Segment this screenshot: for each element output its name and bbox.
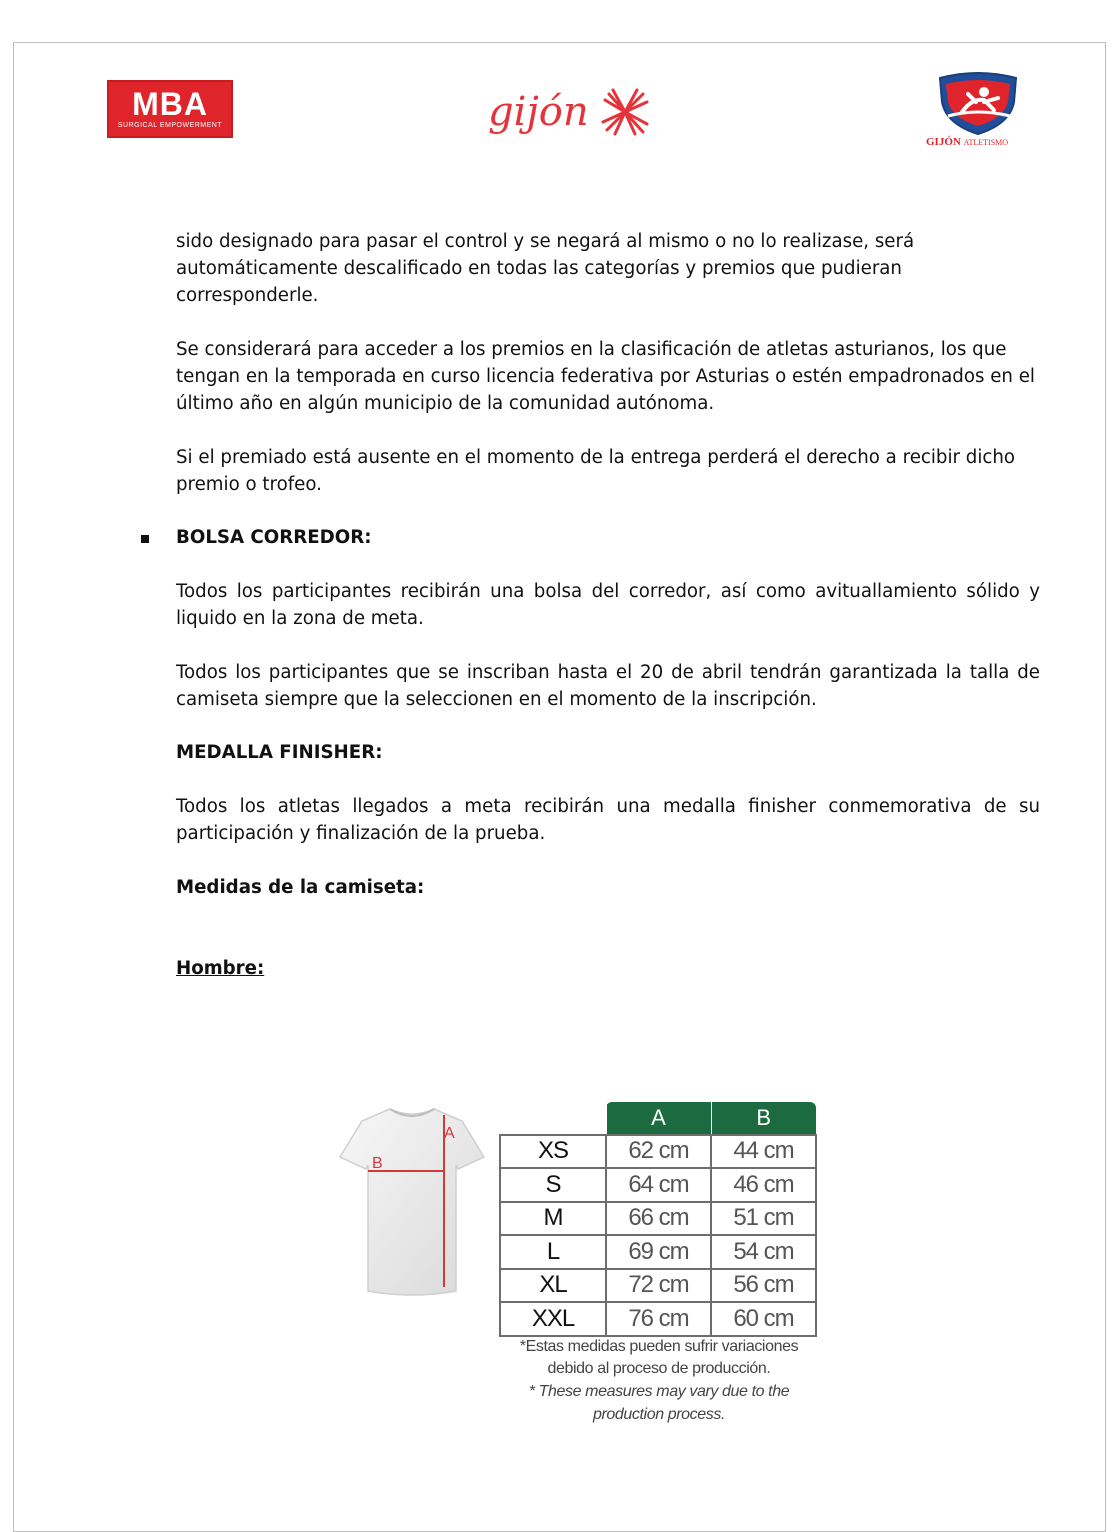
paragraph-asturianos: Se considerará para acceder a los premios en la clasificación de atletas asturianos, los que tengan en la temporada en curso licencia federativa por Asturias o estén empadronados en el último año en algún municipio de la comunidad autónoma. xyxy=(176,339,1035,414)
atletismo-shield-icon xyxy=(932,72,1024,136)
table-row xyxy=(500,1235,816,1269)
gijon-logo xyxy=(488,82,651,142)
size-table-header xyxy=(500,1102,816,1135)
atletismo-logo-text: GIJÓN xyxy=(926,136,961,148)
shirt-label-a: A xyxy=(444,1125,455,1142)
mba-logo-subtext: SURGICAL EMPOWERMENT xyxy=(117,122,223,129)
tshirt-icon xyxy=(332,1105,492,1300)
measure-b-cell: 46 cm xyxy=(711,1168,816,1202)
measure-b-cell: 51 cm xyxy=(711,1202,816,1236)
table-row xyxy=(500,1302,816,1336)
measure-b-cell: 60 cm xyxy=(711,1302,816,1336)
gijon-logo-text: gijón xyxy=(488,89,589,135)
size-cell: L xyxy=(500,1235,606,1269)
atletismo-logo-subtext: ATLETISMO xyxy=(963,138,1009,147)
size-note-en-2: production process. xyxy=(592,1406,726,1423)
size-cell: XXL xyxy=(500,1302,606,1336)
mba-logo-text: MBA xyxy=(132,86,208,122)
size-note-es-1: *Estas medidas pueden sufrir variaciones xyxy=(519,1338,799,1355)
table-row xyxy=(500,1135,816,1169)
paragraph-medalla: Todos los atletas llegados a meta recibirán una medalla finisher conmemorativa de su participación y finalización de la prueba. xyxy=(176,796,1040,844)
size-table-header-a: A xyxy=(606,1102,711,1135)
gijon-atletismo-logo xyxy=(924,72,1030,154)
measure-a-cell: 66 cm xyxy=(606,1202,711,1236)
measure-b-cell: 54 cm xyxy=(711,1235,816,1269)
measure-a-cell: 64 cm xyxy=(606,1168,711,1202)
shirt-label-b: B xyxy=(372,1155,383,1172)
size-table-corner xyxy=(500,1102,606,1135)
paragraph-bolsa: Todos los participantes recibirán una bolsa del corredor, así como avituallamiento sólido y liquido en la zona de meta. xyxy=(176,581,1040,629)
gijon-cross-icon xyxy=(599,86,651,138)
measure-a-cell: 76 cm xyxy=(606,1302,711,1336)
heading-hombre: Hombre: xyxy=(176,958,265,979)
heading-medidas-camiseta: Medidas de la camiseta: xyxy=(176,877,425,898)
measure-a-cell: 69 cm xyxy=(606,1235,711,1269)
measure-a-cell: 62 cm xyxy=(606,1135,711,1169)
size-cell: S xyxy=(500,1168,606,1202)
heading-medalla-finisher: MEDALLA FINISHER: xyxy=(176,742,383,763)
mba-logo xyxy=(107,80,233,138)
measure-b-cell: 44 cm xyxy=(711,1135,816,1169)
paragraph-control: sido designado para pasar el control y se negará al mismo o no lo realizase, será automáticamente descalificado en todas las categorías y premios que pudieran corresponderle. xyxy=(176,231,915,306)
heading-bolsa-corredor: BOLSA CORREDOR: xyxy=(176,527,372,548)
paragraph-ausente: Si el premiado está ausente en el momento de la entrega perderá el derecho a recibir dicho premio o trofeo. xyxy=(176,447,1016,495)
paragraph-talla: Todos los participantes que se inscriban hasta el 20 de abril tendrán garantizada la talla de camiseta siempre que la seleccionen en el momento de la inscripción. xyxy=(176,662,1040,710)
size-cell: XS xyxy=(500,1135,606,1169)
table-row xyxy=(500,1202,816,1236)
size-note-es-2: debido al proceso de producción. xyxy=(547,1360,771,1377)
table-row xyxy=(500,1269,816,1303)
size-cell: XL xyxy=(500,1269,606,1303)
size-table xyxy=(499,1102,817,1337)
measure-a-cell: 72 cm xyxy=(606,1269,711,1303)
size-table-header-b: B xyxy=(711,1102,816,1135)
table-row xyxy=(500,1168,816,1202)
measure-b-cell: 56 cm xyxy=(711,1269,816,1303)
size-note-en-1: * These measures may vary due to the xyxy=(528,1383,790,1400)
atletismo-logo-caption xyxy=(926,136,1008,148)
bullet-marker xyxy=(141,535,149,543)
size-cell: M xyxy=(500,1202,606,1236)
tshirt-illustration xyxy=(332,1105,492,1300)
